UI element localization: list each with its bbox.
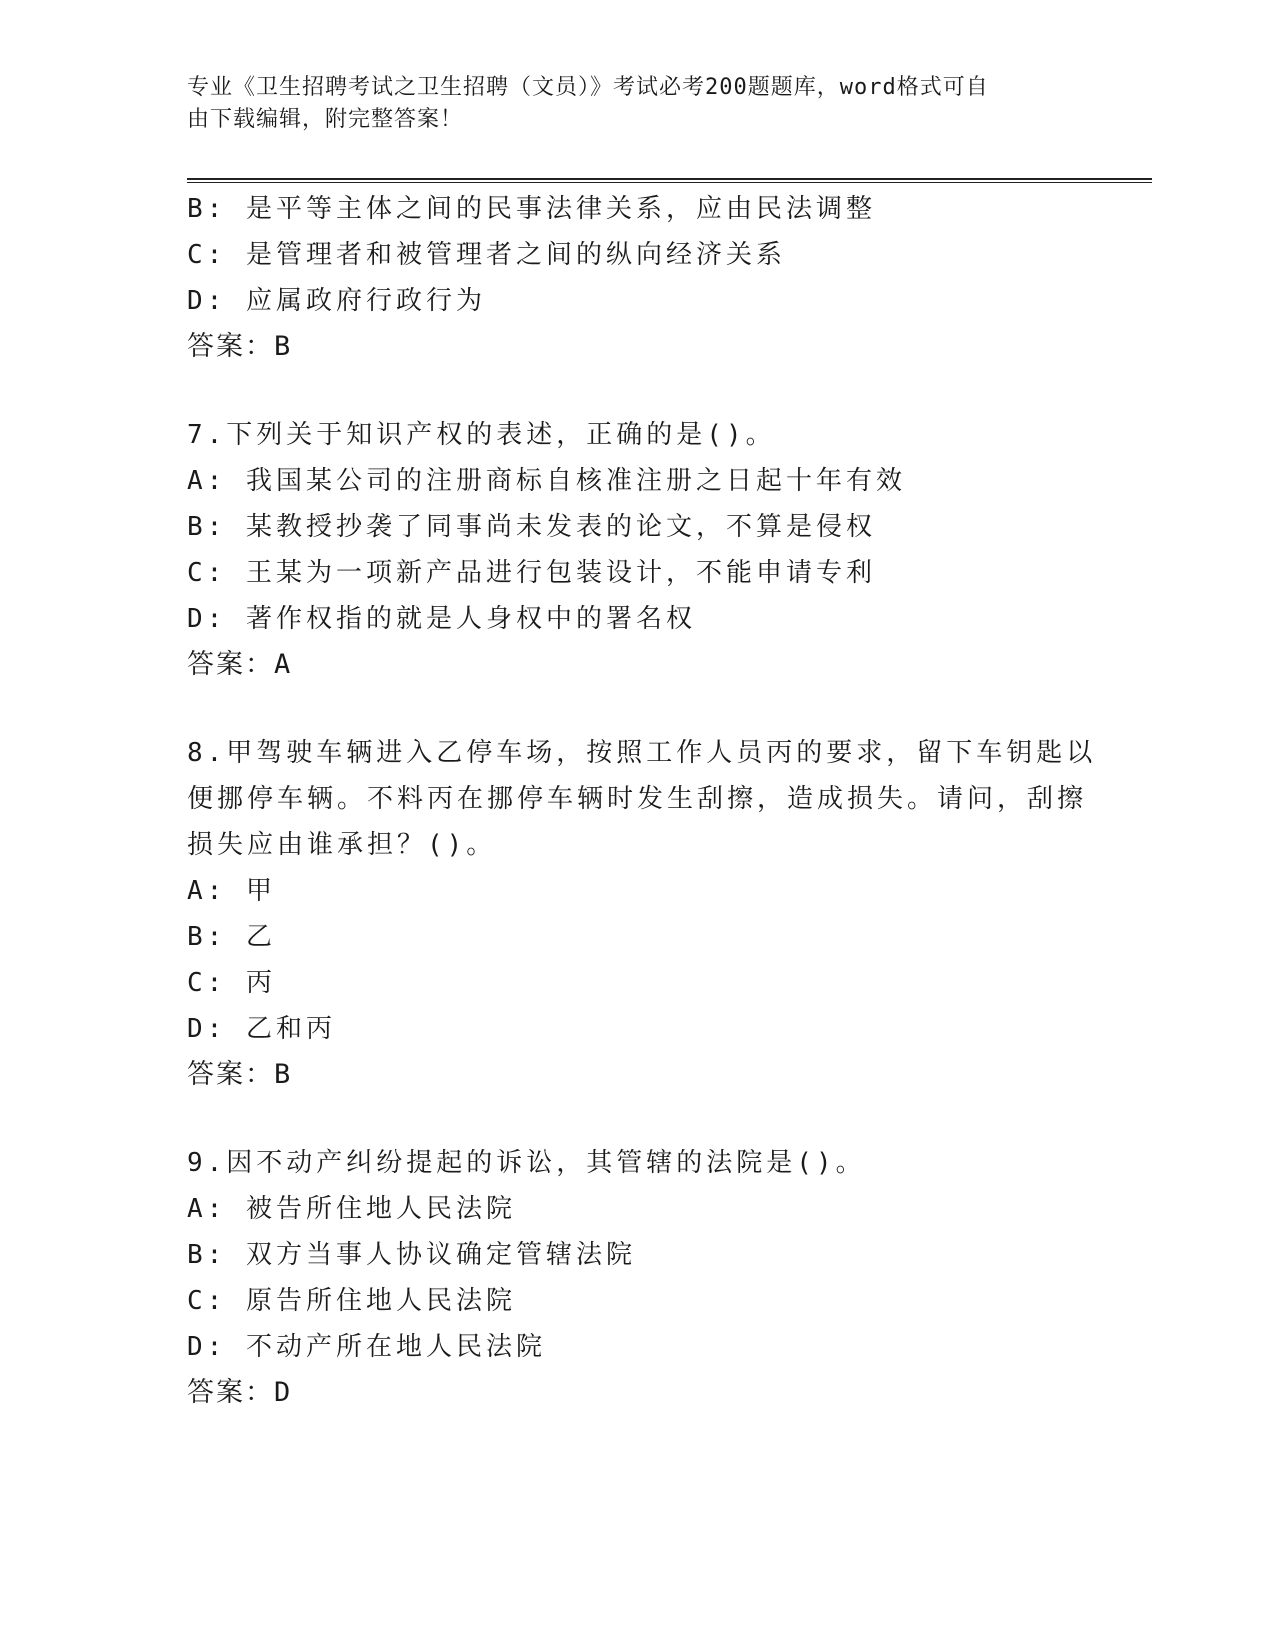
q8-option-c: C: 丙: [187, 968, 276, 998]
q7-option-b: B: 某教授抄袭了同事尚未发表的论文，不算是侵权: [187, 512, 876, 542]
q8-answer-key: B: [274, 1059, 293, 1090]
q6-option-c: C: 是管理者和被管理者之间的纵向经济关系: [187, 240, 786, 270]
q7-answer-key: A: [274, 649, 293, 680]
q6-answer-key: B: [274, 331, 293, 362]
q9-answer-key: D: [274, 1377, 293, 1408]
q9-answer: [187, 1370, 1087, 1416]
q8-stem-line-2: 便挪停车辆。不料丙在挪停车辆时发生刮擦，造成损失。请问，刮擦: [187, 784, 1088, 814]
q6-option-b: B: 是平等主体之间的民事法律关系，应由民法调整: [187, 194, 876, 224]
q7-option-a: A: 我国某公司的注册商标自核准注册之日起十年有效: [187, 466, 906, 496]
q9-option-c: C: 原告所住地人民法院: [187, 1286, 516, 1316]
q7-answer: [187, 642, 1087, 688]
q7-stem: 7.下列关于知识产权的表述，正确的是()。: [187, 420, 776, 450]
q9-option-b: B: 双方当事人协议确定管辖法院: [187, 1240, 636, 1270]
q9-answer-label: 答案：: [187, 1377, 274, 1408]
question-list: [187, 186, 1097, 1416]
q6-option-d: D: 应属政府行政行为: [187, 286, 486, 316]
question-8: [187, 730, 1097, 1098]
q8-option-a: A: 甲: [187, 876, 276, 906]
question-9: [187, 1140, 1087, 1416]
q9-option-a: A: 被告所住地人民法院: [187, 1194, 516, 1224]
q8-answer: [187, 1052, 1087, 1098]
q9-stem: 9.因不动产纠纷提起的诉讼，其管辖的法院是()。: [187, 1148, 866, 1178]
q8-stem-line-3: 损失应由谁承担？()。: [187, 830, 497, 860]
q8-answer-label: 答案：: [187, 1059, 274, 1090]
q6-answer-label: 答案：: [187, 331, 274, 362]
q7-option-c: C: 王某为一项新产品进行包装设计，不能申请专利: [187, 558, 876, 588]
q9-option-d: D: 不动产所在地人民法院: [187, 1332, 546, 1362]
header-line-1: 专业《卫生招聘考试之卫生招聘（文员）》考试必考200题题库，word格式可自: [187, 75, 989, 100]
header-divider: [187, 178, 1152, 183]
question-6: [187, 186, 1087, 370]
q7-option-d: D: 著作权指的就是人身权中的署名权: [187, 604, 696, 634]
question-7: [187, 412, 1087, 688]
q8-option-d: D: 乙和丙: [187, 1014, 336, 1044]
q6-answer: [187, 324, 1087, 370]
header-line-2: 由下载编辑，附完整答案！: [187, 107, 464, 132]
q8-stem-line-1: 8.甲驾驶车辆进入乙停车场，按照工作人员丙的要求，留下车钥匙以: [187, 738, 1097, 768]
q7-answer-label: 答案：: [187, 649, 274, 680]
q8-option-b: B: 乙: [187, 922, 276, 952]
document-header: [187, 72, 1067, 136]
